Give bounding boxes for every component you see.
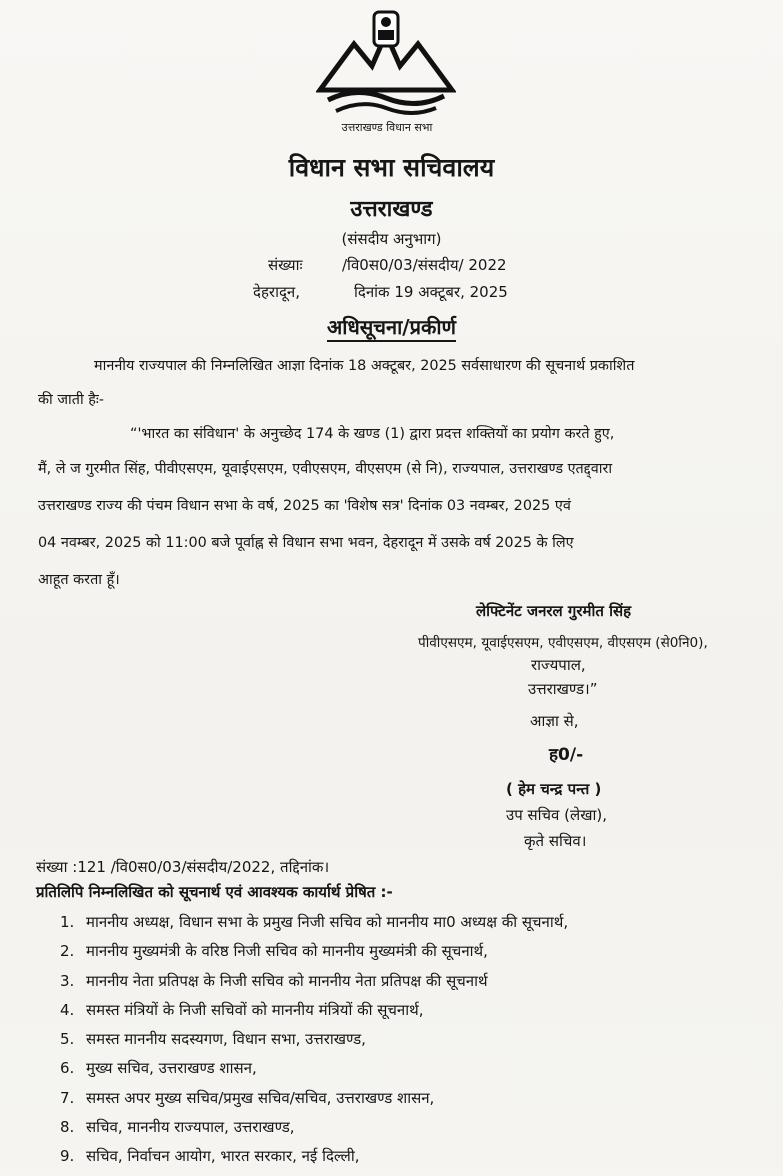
- office-state: उत्तराखण्ड: [350, 197, 433, 222]
- list-item-number: 3.: [60, 971, 75, 990]
- list-item-text: समस्त मंत्रियों के निजी सचिवों को माननीय मंत्रियों की सूचनार्थ,: [86, 1000, 424, 1019]
- list-item-text: समस्त माननीय सदस्यगण, विधान सभा, उत्तराखण्ड,: [86, 1030, 366, 1049]
- officer-name: ( हेम चन्द्र पन्त ): [506, 780, 602, 798]
- governor-state: उत्तराखण्ड।”: [528, 680, 598, 698]
- list-item: [60, 912, 568, 941]
- reference-date: दिनांक 19 अक्टूबर, 2025: [354, 283, 508, 301]
- body-line: आहूत करता हूँ।: [38, 572, 120, 588]
- by-order-text: आज्ञा से,: [530, 712, 579, 730]
- body-line: उत्तराखण्ड राज्य की पंचम विधान सभा के वर्ष, 2025 का 'विशेष सत्र' दिनांक 03 नवम्बर, 2025 एवं: [38, 498, 571, 514]
- body-line: माननीय राज्यपाल की निम्नलिखित आज्ञा दिनांक 18 अक्टूबर, 2025 सर्वसाधारण की सूचनार्थ प्रकाशित: [94, 358, 635, 374]
- officer-post: उप सचिव (लेखा),: [506, 806, 607, 824]
- office-section: (संसदीय अनुभाग): [341, 230, 442, 248]
- list-item: [60, 941, 568, 970]
- signed-mark: ह0/-: [549, 745, 584, 765]
- list-item-text: मुख्य सचिव, उत्तराखण्ड शासन,: [86, 1059, 257, 1078]
- body-line: “'भारत का संविधान' के अनुच्छेद 174 के खण्ड (1) द्वारा प्रदत्त शक्तियों का प्रयोग करते हुए,: [130, 426, 615, 442]
- list-item-number: 8.: [60, 1118, 75, 1137]
- list-item: [60, 1000, 568, 1029]
- logo-caption: उत्तराखण्ड विधान सभा: [341, 121, 433, 134]
- list-item-text: सचिव, निर्वाचन आयोग, भारत सरकार, नई दिल्ली,: [86, 1147, 360, 1166]
- list-item: [60, 971, 568, 1000]
- list-item-text: सचिव, माननीय राज्यपाल, उत्तराखण्ड,: [86, 1118, 295, 1137]
- copy-recipient-list: [60, 912, 568, 1176]
- list-item-number: 9.: [60, 1147, 75, 1166]
- body-line: मैं, ले ज गुरमीत सिंह, पीवीएसएम, यूवाईएसएम, एवीएसएम, वीएसएम (से नि), राज्यपाल, उत्तराखण्ड एतद्द्वारा: [38, 461, 613, 477]
- uttarakhand-vidhan-sabha-emblem-icon: [316, 4, 456, 122]
- list-item: [60, 1058, 568, 1087]
- list-item-number: 1.: [60, 913, 75, 931]
- copy-reference: संख्या :121 /वि0स0/03/संसदीय/2022, तद्दिनांक।: [36, 858, 330, 876]
- governor-name: लेफ्टिनेंट जनरल गुरमीत सिंह: [476, 602, 632, 620]
- list-item-number: 7.: [60, 1088, 75, 1107]
- governor-honours: पीवीएसएम, यूवाईएसएम, एवीएसएम, वीएसएम (से0नि0),: [418, 635, 708, 651]
- body-line: की जाती हैः-: [38, 392, 105, 408]
- office-title: विधान सभा सचिवालय: [288, 153, 495, 182]
- list-item-number: 5.: [60, 1030, 75, 1049]
- list-item: [60, 1117, 568, 1146]
- list-item-number: 2.: [60, 942, 75, 961]
- list-item-text: माननीय नेता प्रतिपक्ष के निजी सचिव को माननीय नेता प्रतिपक्ष की सूचनार्थ: [86, 971, 488, 990]
- list-item: [60, 1029, 568, 1058]
- list-item: [60, 1088, 568, 1117]
- list-item-number: 4.: [60, 1000, 75, 1019]
- list-item-text: माननीय मुख्यमंत्री के वरिष्ठ निजी सचिव को माननीय मुख्यमंत्री की सूचनार्थ,: [86, 942, 488, 961]
- reference-place: देहरादून,: [253, 283, 301, 301]
- governor-designation: राज्यपाल,: [531, 656, 586, 674]
- notification-heading: अधिसूचना/प्रकीर्ण: [0, 313, 783, 340]
- copy-intro: प्रतिलिपि निम्नलिखित को सूचनार्थ एवं आवश्यक कार्यार्थ प्रेषित :-: [36, 883, 393, 901]
- list-item-text: माननीय अध्यक्ष, विधान सभा के प्रमुख निजी सचिव को माननीय मा0 अध्यक्ष की सूचनार्थ,: [86, 913, 569, 931]
- list-item: [60, 1146, 568, 1175]
- list-item-text: समस्त अपर मुख्य सचिव/प्रमुख सचिव/सचिव, उत्तराखण्ड शासन,: [86, 1088, 435, 1107]
- on-behalf-text: कृते सचिव।: [524, 832, 587, 850]
- reference-number-label: संख्याः: [268, 256, 303, 274]
- list-item-number: 6.: [60, 1059, 75, 1078]
- body-line: 04 नवम्बर, 2025 को 11:00 बजे पूर्वाह्न से विधान सभा भवन, देहरादून में उसके वर्ष 2025 के लिए: [38, 535, 574, 551]
- reference-number: /वि0स0/03/संसदीय/ 2022: [342, 256, 507, 274]
